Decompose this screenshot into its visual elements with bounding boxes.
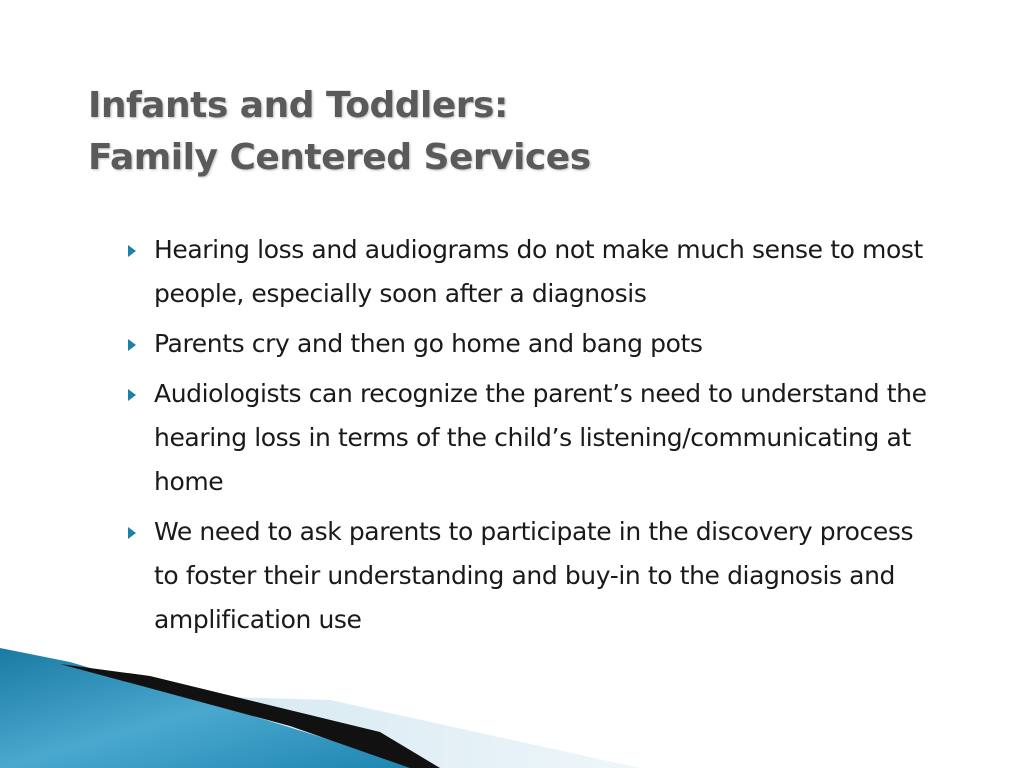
arrow-bullet-icon bbox=[128, 389, 136, 401]
bullet-item bbox=[124, 322, 944, 366]
bullet-item bbox=[124, 372, 944, 504]
bullet-text: We need to ask parents to participate in the discovery process to foster their understanding and buy-in to the diagnosis and amplification use bbox=[154, 517, 914, 634]
bullet-item bbox=[124, 228, 944, 316]
title-line-1: Infants and Toddlers: bbox=[88, 85, 508, 126]
bullet-item bbox=[124, 510, 944, 642]
swoosh-blue-band bbox=[0, 648, 420, 768]
arrow-bullet-icon bbox=[128, 527, 136, 539]
swoosh-light-band bbox=[0, 690, 640, 768]
swoosh-dark-line bbox=[60, 664, 440, 768]
arrow-bullet-icon bbox=[128, 245, 136, 257]
title-line-2: Family Centered Services bbox=[88, 137, 591, 178]
bullet-text: Hearing loss and audiograms do not make much sense to most people, especially soon after a diagnosis bbox=[154, 235, 923, 308]
arrow-bullet-icon bbox=[128, 339, 136, 351]
slide-title bbox=[88, 80, 948, 184]
bullet-text: Audiologists can recognize the parent’s need to understand the hearing loss in terms of the child’s listening/communicating at home bbox=[154, 379, 927, 496]
bullet-list bbox=[124, 228, 944, 648]
bullet-text: Parents cry and then go home and bang pots bbox=[154, 329, 703, 358]
